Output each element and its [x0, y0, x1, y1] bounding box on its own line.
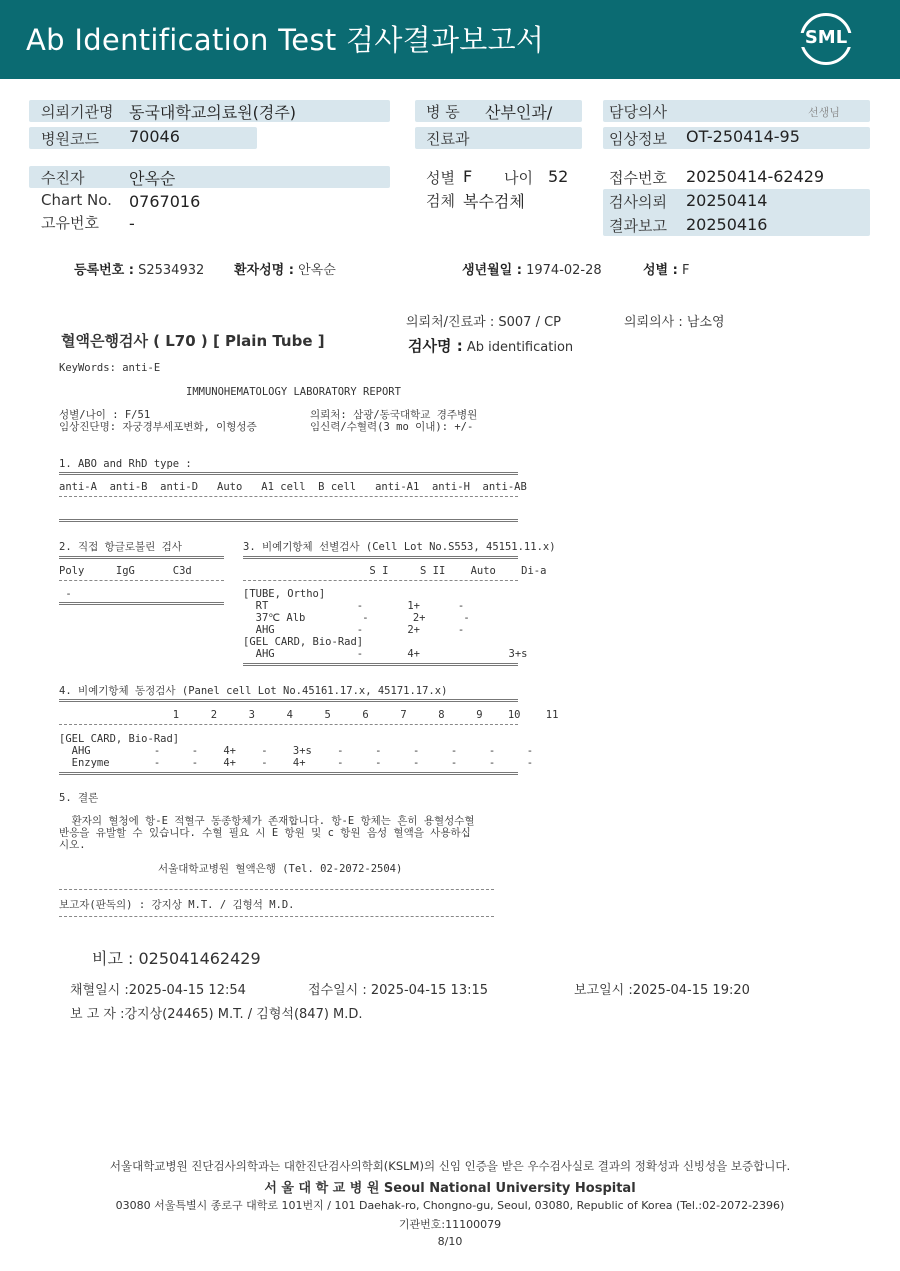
sec3-title: 3. 비예기항체 선별검사 (Cell Lot No.S553, 45151.11.x)	[243, 541, 556, 553]
report-date-label: 결과보고	[609, 217, 667, 235]
sec3-row-2: 37℃ Alb - 2+ -	[243, 612, 470, 624]
scan-test-name: 검사명 : Ab identification	[408, 337, 574, 355]
report-date-value: 20250416	[686, 215, 768, 234]
sec2-rule-bottom	[59, 602, 224, 605]
chart-no-label: Chart No.	[41, 191, 112, 209]
department-label: 진료과	[426, 130, 470, 148]
ward-value: 산부인과/	[485, 103, 553, 122]
scan-req-doctor: 의뢰의사 : 남소영	[624, 315, 725, 330]
report-title: Ab Identification Test 검사결과보고서	[26, 23, 545, 57]
unique-no-value: -	[129, 214, 135, 233]
certification-note: 서울대학교병원 진단검사의학과는 대한진단검사의학회(KSLM)의 신임 인증을 받은 우수검사실로 결과의 정확성과 신빙성을 보증합니다.	[109, 1159, 791, 1173]
diagnosis: 임상진단명: 자궁경부세포변화, 이형성증	[59, 421, 257, 433]
sec3-row-0: [TUBE, Ortho]	[243, 588, 326, 600]
sec1-title: 1. ABO and RhD type :	[59, 458, 192, 470]
hospital-code-value: 70046	[129, 127, 180, 146]
scan-dept: 의뢰처/진료과 : S007 / CP	[406, 315, 561, 330]
sec4-rule-mid	[59, 724, 518, 725]
ward-label: 병 동	[426, 103, 460, 121]
institution-label: 의뢰기관명	[41, 103, 114, 121]
conclusion-line-2: 반응을 유발할 수 있습니다. 수혈 필요 시 E 항원 및 c 항원 음성 혈액을 사용하십	[59, 827, 471, 839]
sec2-rule-mid	[59, 580, 224, 581]
keywords: KeyWords: anti-E	[59, 362, 161, 374]
blood-bank: 서울대학교병원 혈액은행 (Tel. 02-2072-2504)	[158, 863, 403, 875]
sex-value: F	[463, 167, 473, 186]
specimen-value: 복수검체	[463, 192, 525, 211]
sec4-row-1: AHG - - 4+ - 3+s - - - - - -	[59, 745, 534, 757]
scan-test-title: 혈액은행검사 ( L70 ) [ Plain Tube ]	[61, 332, 325, 350]
sec3-header: S I S II Auto Di-a	[243, 565, 547, 577]
sec3-row-5: AHG - 4+ 3+s	[243, 648, 528, 660]
sec5-title: 5. 결론	[59, 792, 99, 804]
institution-value: 동국대학교의료원(경주)	[129, 103, 297, 122]
conclusion-line-3: 시오.	[59, 839, 86, 851]
sex-age: 성별/나이 : F/51	[59, 409, 151, 421]
page-number: 8/10	[437, 1235, 463, 1248]
scan-patient-name: 환자성명 : 안옥순	[234, 263, 336, 278]
sec2-header: Poly IgG C3d	[59, 565, 192, 577]
sec4-row-0: [GEL CARD, Bio-Rad]	[59, 733, 180, 745]
sec1-rule-bottom	[59, 519, 518, 522]
clinical-info-label: 임상정보	[609, 130, 667, 148]
patient-label: 수진자	[41, 169, 85, 187]
sec4-title: 4. 비예기항체 동정검사 (Panel cell Lot No.45161.17.x, 45171.17.x)	[59, 685, 448, 697]
report-header	[0, 0, 900, 79]
age-value: 52	[548, 167, 569, 186]
requester: 의뢰처: 삼광/동국대학교 경주병원	[310, 409, 478, 421]
hospital-code-label: 병원코드	[41, 130, 99, 148]
sec4-row-2: Enzyme - - 4+ - 4+ - - - - - -	[59, 757, 534, 769]
receive-time: 접수일시 : 2025-04-15 13:15	[308, 983, 489, 998]
request-date-value: 20250414	[686, 191, 768, 210]
sec3-rule-top	[243, 556, 518, 559]
doctor-value: 선생님	[808, 106, 840, 119]
clinical-info-value: OT-250414-95	[686, 127, 800, 146]
collect-time: 채혈일시 :2025-04-15 12:54	[70, 983, 246, 998]
doctor-label: 담당의사	[609, 103, 667, 121]
sec2-title: 2. 직접 항글로불린 검사	[59, 541, 182, 553]
sec2-value: -	[59, 588, 72, 600]
age-label: 나이	[504, 169, 533, 187]
patient-value: 안옥순	[129, 169, 176, 188]
reporter-rule-top	[59, 889, 494, 890]
sec3-row-4: [GEL CARD, Bio-Rad]	[243, 636, 364, 648]
scan-sex: 성별 : F	[643, 263, 690, 278]
specimen-label: 검체	[426, 192, 455, 210]
conclusion-line-1: 환자의 혈청에 항-E 적혈구 동종항체가 존재합니다. 항-E 항체는 흔히 용혈성수혈	[59, 815, 475, 827]
report-time: 보고일시 :2025-04-15 19:20	[574, 983, 750, 998]
sec4-rule-bottom	[59, 772, 518, 775]
sec4-rule-top	[59, 699, 518, 702]
sec1-rule-mid	[59, 496, 518, 497]
sec4-header: 1 2 3 4 5 6 7 8 9 10 11	[59, 709, 559, 721]
sec3-rule-bottom	[243, 663, 518, 666]
reporter: 보고자(판독의) : 강지상 M.T. / 김형석 M.D.	[59, 899, 295, 911]
receipt-no-value: 20250414-62429	[686, 167, 825, 186]
sex-label: 성별	[426, 169, 455, 187]
receipt-no-label: 접수번호	[609, 169, 667, 187]
scan-registration: 등록번호 : S2534932	[74, 263, 205, 278]
hospital-address: 03080 서울특별시 종로구 대학로 101번지 / 101 Daehak-ro, Chongno-gu, Seoul, 03080, Republic of Korea (Tel.:02-2072-2396)	[115, 1199, 785, 1212]
reporter-rule-bottom	[59, 916, 494, 917]
sec1-header: anti-A anti-B anti-D Auto A1 cell B cell anti-A1 anti-H anti-AB	[59, 481, 527, 493]
org-number: 기관번호:11100079	[398, 1218, 502, 1231]
sec1-rule-top	[59, 472, 518, 475]
hospital-name: 서 울 대 학 교 병 원 Seoul National University Hospital	[264, 1181, 636, 1196]
sec3-row-3: AHG - 2+ -	[243, 624, 465, 636]
unique-no-label: 고유번호	[41, 214, 99, 232]
lab-report-title: IMMUNOHEMATOLOGY LABORATORY REPORT	[186, 386, 401, 398]
reporter-signature: 보 고 자 :강지상(24465) M.T. / 김형석(847) M.D.	[70, 1007, 363, 1022]
scan-birth: 생년월일 : 1974-02-28	[462, 263, 602, 278]
pregnancy: 임신력/수혈력(3 mo 이내): +/-	[310, 421, 474, 433]
sml-logo-icon: SML	[804, 27, 848, 48]
sec3-row-1: RT - 1+ -	[243, 600, 465, 612]
request-date-label: 검사의뢰	[609, 193, 667, 211]
note: 비고 : 025041462429	[92, 949, 261, 968]
chart-no-value: 0767016	[129, 192, 201, 211]
sec2-rule-top	[59, 556, 224, 559]
sec3-rule-mid	[243, 580, 518, 581]
